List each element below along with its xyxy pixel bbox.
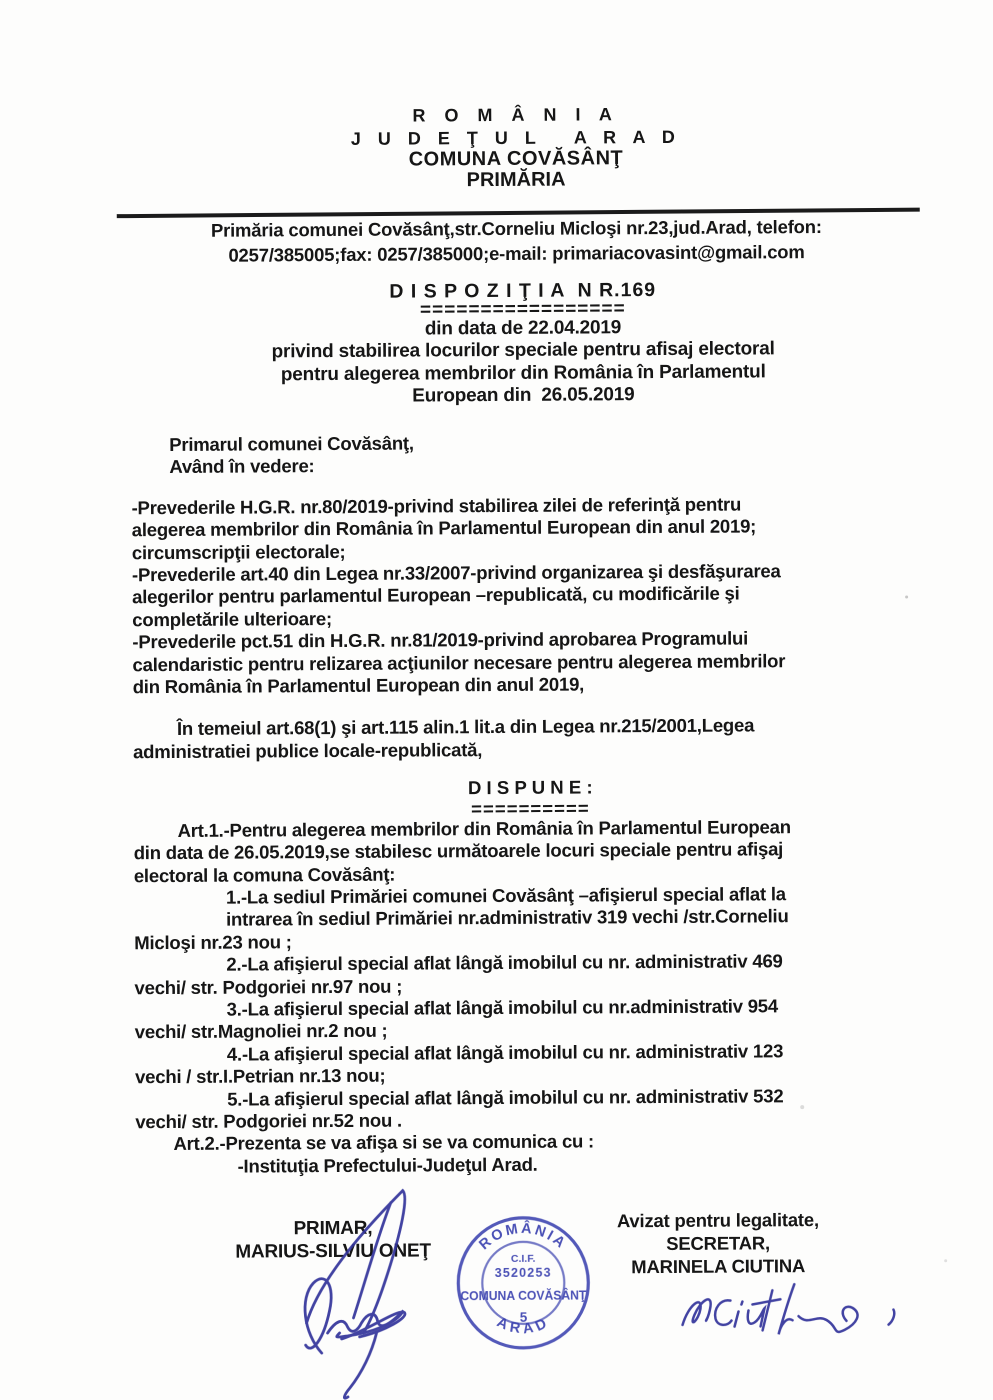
secretary-name: MARINELA CIUTINA [631, 1255, 806, 1278]
contact-phone-email: 0257/385005;fax: 0257/385000;e-mail: primariacovasint@gmail.com [228, 240, 805, 266]
intro-line: Având în vedere: [169, 455, 315, 478]
country-name: R O M Â N I A [412, 104, 619, 126]
legal-basis-line: administratiei publice locale-republicată, [132, 738, 483, 763]
location-item: vechi/ str.Magnoliei nr.2 nou ; [134, 1020, 388, 1043]
location-item: vechi/ str. Podgoriei nr.52 nou . [135, 1109, 402, 1133]
secretary-ink-signature [654, 1279, 914, 1341]
contact-address: Primăria comunei Covăsânţ,str.Corneliu Micloşi nr.23,jud.Arad, telefon: [210, 216, 822, 241]
mayor-ink-signature [289, 1180, 430, 1400]
scan-speck [800, 1105, 804, 1109]
location-item: 4.-La afişierul special aflat lângă imobilul cu nr. administrativ 123 [226, 1040, 784, 1065]
document-title [26, 277, 993, 411]
letterhead [19, 100, 993, 193]
consideration-line: -Prevederile H.G.R. nr.80/2019-privind stabilirea zilei de referinţă pentru [131, 493, 742, 519]
consideration-line: circumscripţii electorale; [131, 540, 346, 563]
dispune-heading: D I S P U N E : [467, 776, 593, 799]
scan-speck [944, 1259, 947, 1262]
disposition-number: D I S P O Z I Ţ I A N R.169 [389, 279, 657, 303]
subject-line-2: pentru alegerea membrilor din România în Parlamentul [280, 361, 766, 386]
secretary-role: SECRETAR, [666, 1232, 770, 1254]
stamp-commune-band: COMUNA COVĂSÂNŢ [460, 1288, 590, 1304]
consideration-line: din România în Parlamentul European din anul 2019, [132, 673, 585, 698]
consideration-line: -Prevederile art.40 din Legea nr.33/2007-privind organizarea şi desfăşurarea [131, 560, 781, 586]
document-body [131, 429, 930, 1178]
location-item: 2.-La afişierul special aflat lângă imobilul cu nr. administrativ 469 [226, 950, 783, 975]
location-item: vechi/ str. Podgoriei nr.97 nou ; [134, 975, 403, 998]
legality-approval: Avizat pentru legalitate, [616, 1209, 819, 1232]
intro-line: Primarul comunei Covăsânţ, [169, 432, 414, 456]
county-name: J U D E Ţ U L A R A D [350, 126, 681, 149]
mayor-role: PRIMAR, [293, 1217, 373, 1240]
stamp-city-arc-text: ARAD [494, 1314, 553, 1338]
mayor-name: MARIUS-SILVIU ONEŢ [235, 1240, 431, 1263]
consideration-line: completările ulterioare; [132, 607, 332, 631]
consideration-line: calendaristic pentru relizarea acţiunilor necesare pentru alegerea membrilor [132, 649, 786, 675]
institution-name: PRIMĂRIA [466, 168, 566, 192]
disposition-date: din data de 22.04.2019 [424, 317, 622, 340]
legal-basis-line: În temeiul art.68(1) şi art.115 alin.1 lit.a din Legea nr.215/2001,Legea [176, 714, 755, 740]
title-underline: ================= [419, 298, 626, 321]
location-item: 1.-La sediul Primăriei comunei Covăsânţ –afişierul special aflat la [225, 883, 786, 908]
location-item: Micloşi nr.23 nou ; [134, 930, 292, 953]
location-item: 3.-La afişierul special aflat lângă imobilul cu nr.administrativ 954 [226, 995, 779, 1020]
official-round-stamp [443, 1202, 604, 1363]
article-1-line: Art.1.-Pentru alegerea membrilor din România în Parlamentul European [177, 815, 791, 841]
contact-info [20, 214, 993, 269]
stamp-cif-label: C.I.F. [510, 1252, 536, 1265]
consideration-line: alegerea membrilor din România în Parlamentul European din anul 2019; [131, 515, 757, 541]
commune-name: COMUNA COVĂSÂNŢ [408, 147, 624, 171]
consideration-line: -Prevederile pct.51 din H.G.R. nr.81/2019-privind aprobarea Programului [132, 627, 749, 653]
location-item: vechi / str.I.Petrian nr.13 nou; [134, 1064, 386, 1088]
scan-speck [905, 595, 908, 598]
article-1-line: electoral la comuna Covăsânţ: [133, 863, 396, 886]
article-2-line: Art.2.-Prezenta se va afişa si se va comunica cu : [173, 1130, 595, 1155]
consideration-line: alegerilor pentru parlamentul European –republicată, cu modificările şi [132, 582, 740, 608]
location-item: intrarea în sediul Primăriei nr.administrativ 319 vechi /str.Corneliu [226, 905, 789, 930]
stamp-country-arc-text: ROMÂNIA [476, 1220, 570, 1254]
stamp-number: 5 [519, 1309, 528, 1325]
location-item: 5.-La afişierul special aflat lângă imobilul cu nr. administrativ 532 [227, 1084, 784, 1110]
secretary-signature-block [593, 1208, 843, 1279]
subject-line-1: privind stabilirea locurilor speciale pentru afisaj electoral [271, 338, 775, 363]
article-2-line: -Instituţia Prefectului-Judeţul Arad. [237, 1153, 538, 1177]
article-1-line: din data de 26.05.2019,se stabilesc următoarele locuri speciale pentru afişaj [133, 838, 784, 864]
stamp-cif-number: 3520253 [494, 1265, 552, 1281]
dispune-underline: ========== [471, 797, 590, 819]
subject-line-3: European din 26.05.2019 [412, 384, 635, 407]
